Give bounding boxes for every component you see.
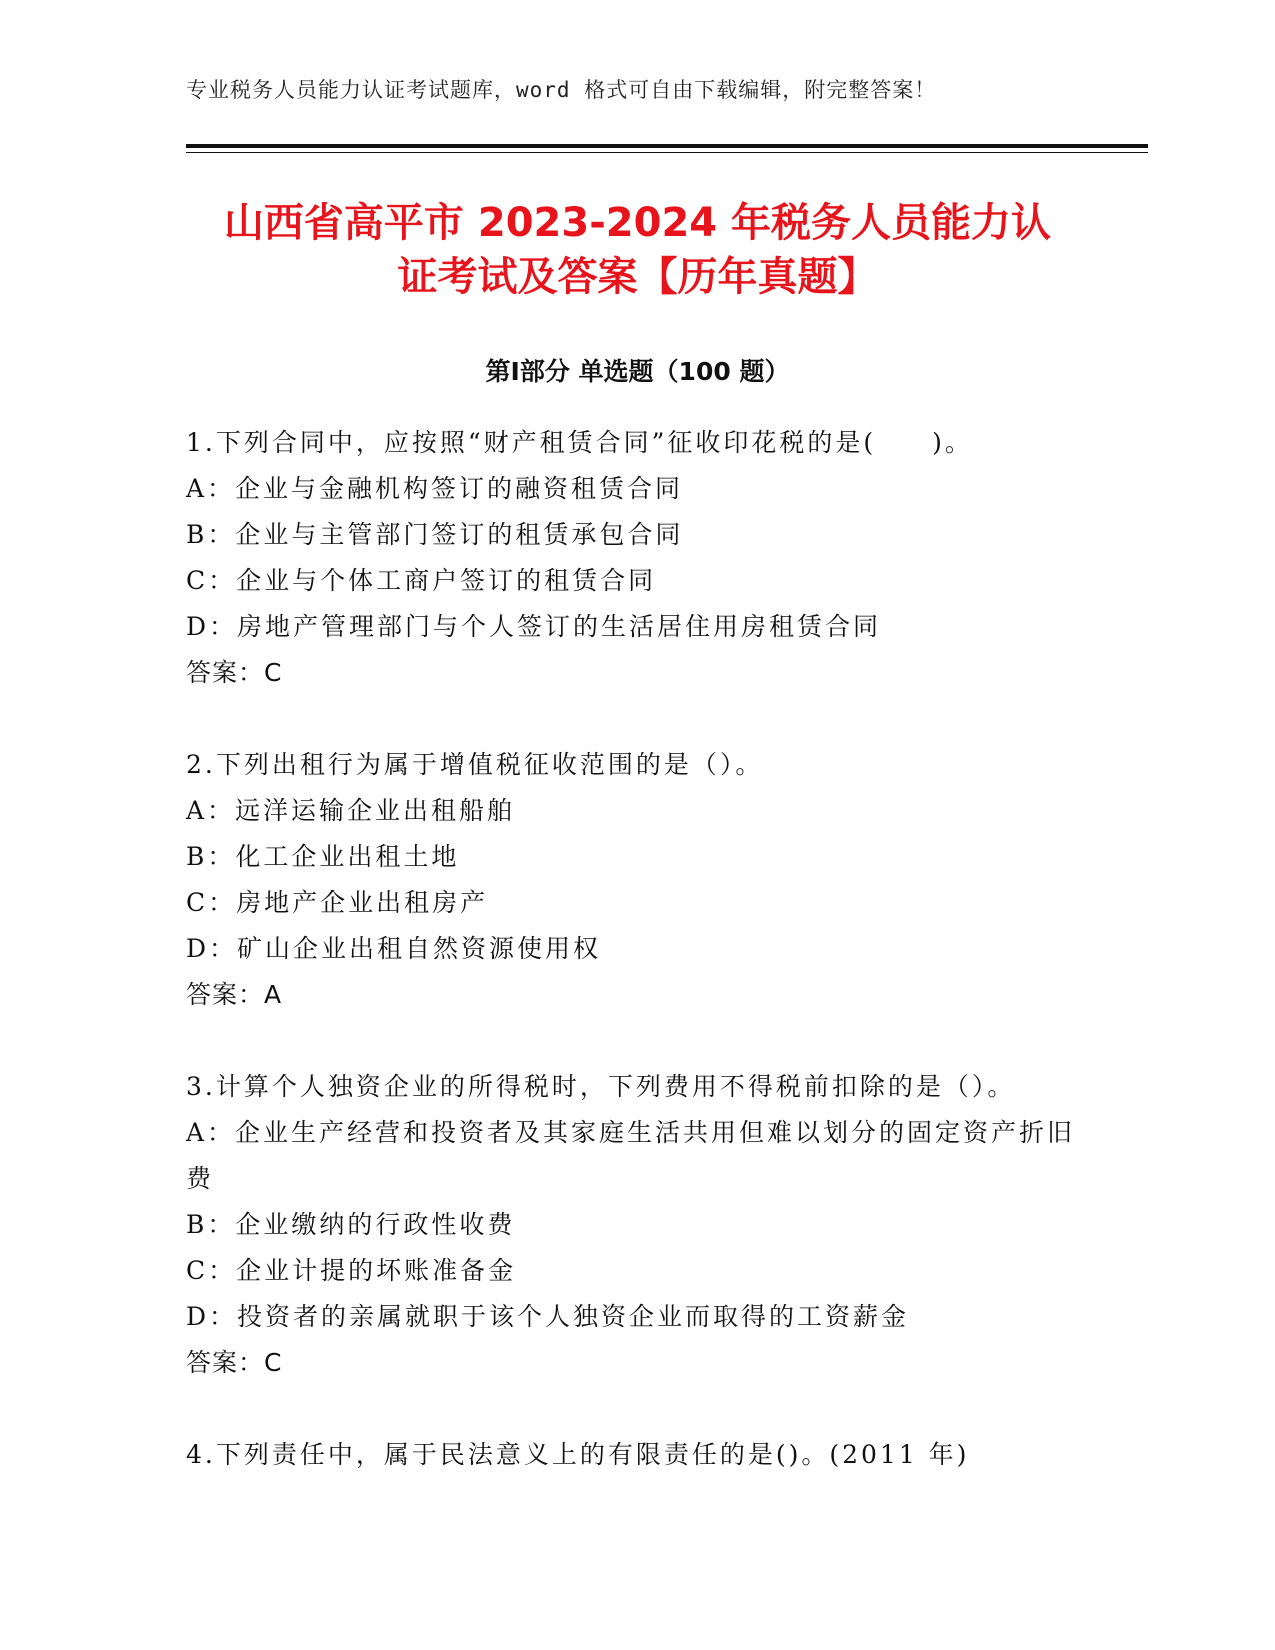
question-3 [186,1064,1086,1386]
option-b: B：化工企业出租土地 [186,842,460,871]
title-line-2: 证考试及答案【历年真题】 [397,254,878,300]
document-title [150,196,1125,304]
option-c: C：企业计提的坏账准备金 [186,1256,517,1285]
option-d: D：矿山企业出租自然资源使用权 [186,934,602,963]
question-4 [186,1432,1086,1478]
question-1 [186,420,1086,696]
option-a: A：企业与金融机构签订的融资租赁合同 [186,474,684,503]
option-d: D：投资者的亲属就职于该个人独资企业而取得的工资薪金 [186,1302,910,1331]
answer: 答案：C [186,658,283,687]
option-a: A：企业生产经营和投资者及其家庭生活共用但难以划分的固定资产折旧费 [186,1118,1076,1193]
question-stem: 3.计算个人独资企业的所得税时，下列费用不得税前扣除的是（）。 [186,1072,1016,1101]
question-stem: 4.下列责任中，属于民法意义上的有限责任的是()。(2011 年) [186,1440,970,1469]
header-note: 专业税务人员能力认证考试题库，word 格式可自由下载编辑，附完整答案！ [186,78,937,102]
answer: 答案：A [186,980,283,1009]
answer: 答案：C [186,1348,283,1377]
title-line-1: 山西省高平市 2023-2024 年税务人员能力认 [223,200,1052,246]
question-stem: 1.下列合同中，应按照“财产租赁合同”征收印花税的是( )。 [186,428,973,457]
section-title: 第Ⅰ部分 单选题（100 题） [485,357,790,386]
option-c: C：企业与个体工商户签订的租赁合同 [186,566,657,595]
header-rule-thick [186,144,1148,148]
option-b: B：企业与主管部门签订的租赁承包合同 [186,520,684,549]
option-d: D：房地产管理部门与个人签订的生活居住用房租赁合同 [186,612,882,641]
question-stem: 2.下列出租行为属于增值税征收范围的是（）。 [186,750,764,779]
option-a: A：远洋运输企业出租船舶 [186,796,516,825]
option-c: C：房地产企业出租房产 [186,888,489,917]
option-b: B：企业缴纳的行政性收费 [186,1210,516,1239]
question-2 [186,742,1086,1018]
header-rule-thin [186,152,1148,153]
